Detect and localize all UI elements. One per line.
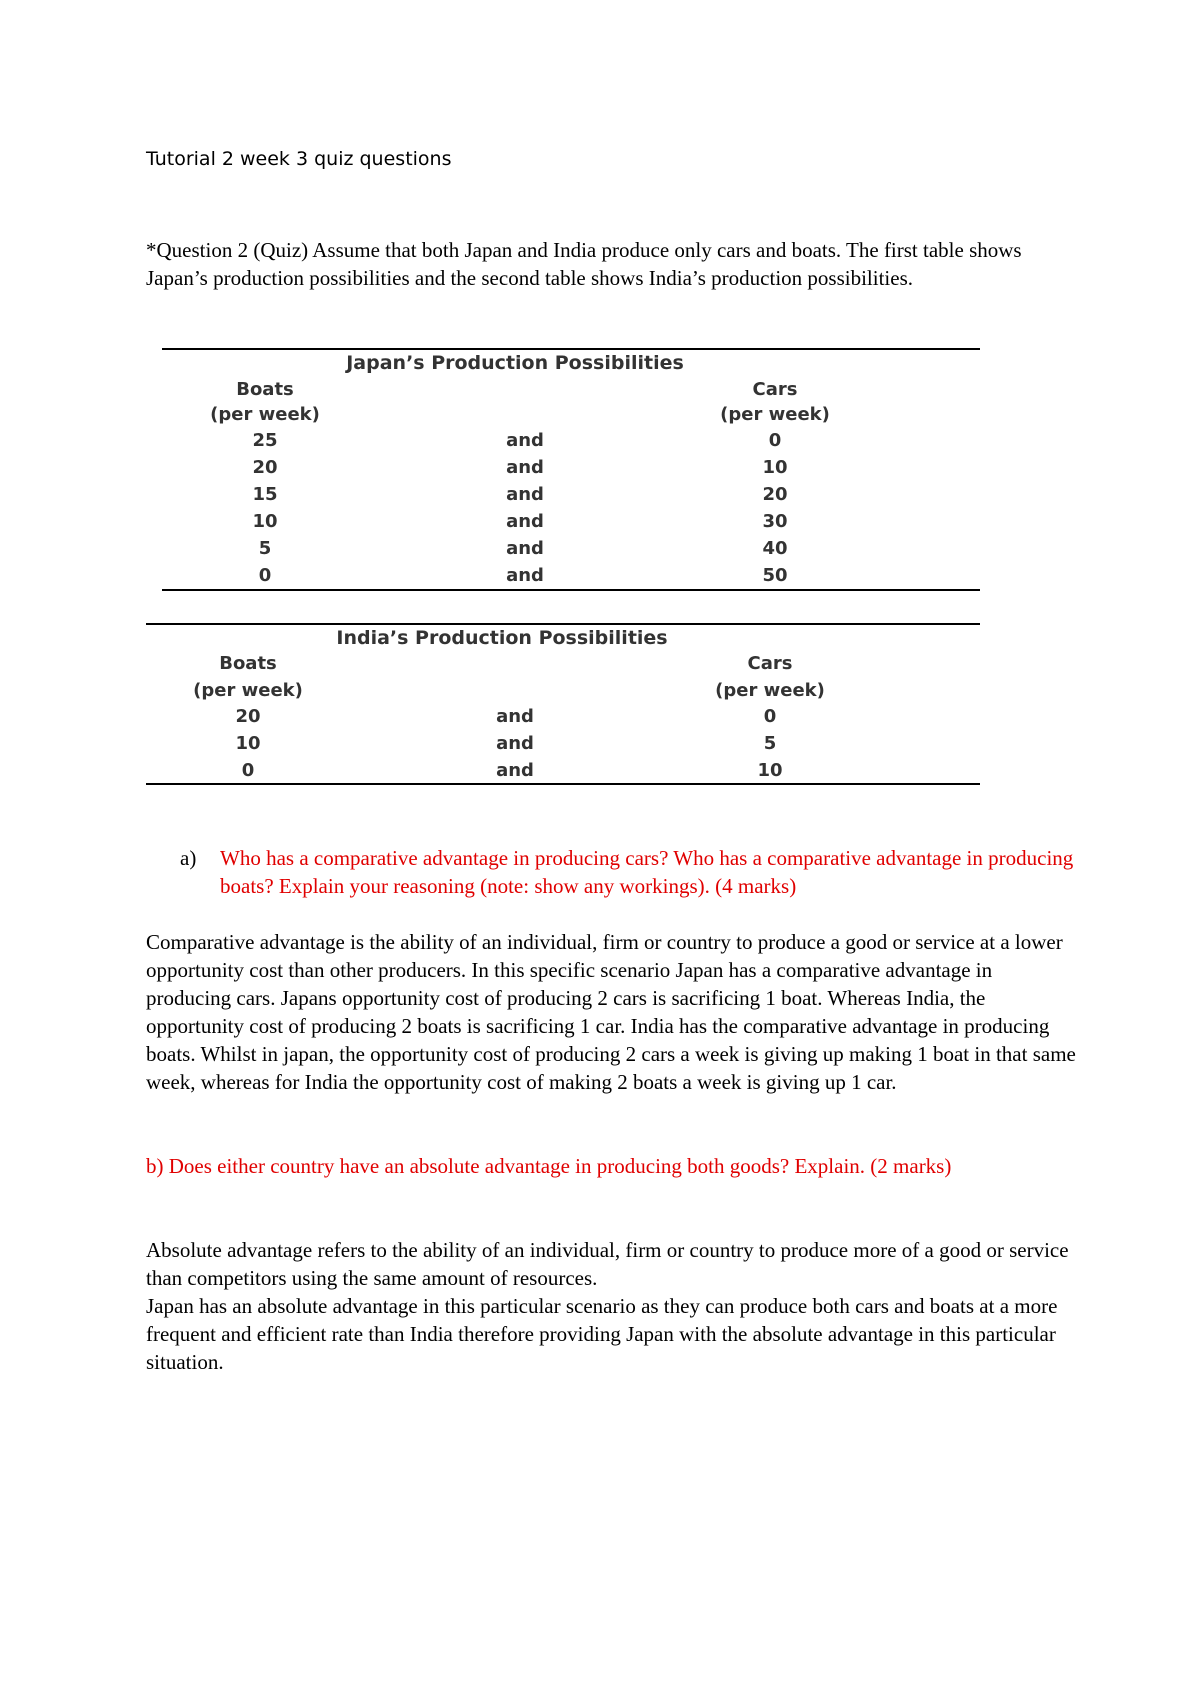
- table-cell: and: [506, 484, 544, 505]
- question-b-text: b) Does either country have an absolute advantage in producing both goods? Explain. (2 marks): [146, 1154, 952, 1178]
- table-top-rule: [146, 623, 980, 625]
- column-subheader-cars: (per week): [720, 404, 830, 425]
- column-header-boats: Boats: [219, 653, 277, 674]
- column-header-cars: Cars: [747, 653, 793, 674]
- table-cell: 25: [252, 430, 278, 451]
- table-title: India’s Production Possibilities: [336, 627, 668, 649]
- table-top-rule: [162, 348, 980, 350]
- table-cell: 20: [762, 484, 788, 505]
- table-cell: 20: [235, 706, 261, 727]
- table-cell: 10: [252, 511, 278, 532]
- question-intro: *Question 2 (Quiz) Assume that both Japan and India produce only cars and boats. The first table shows Japan’s production possibilities and the second table shows India’s production possibilities.: [146, 238, 1022, 290]
- column-subheader-boats: (per week): [210, 404, 320, 425]
- question-a-label: a): [180, 846, 197, 870]
- table-cell: 5: [258, 538, 272, 559]
- column-subheader-boats: (per week): [193, 680, 303, 701]
- table-cell: and: [506, 457, 544, 478]
- table-bottom-rule: [146, 783, 980, 785]
- table-cell: 10: [235, 733, 261, 754]
- table-cell: and: [496, 733, 534, 754]
- table-cell: and: [496, 706, 534, 727]
- column-header-boats: Boats: [236, 379, 294, 400]
- table-cell: 20: [252, 457, 278, 478]
- document-title: Tutorial 2 week 3 quiz questions: [146, 148, 452, 170]
- table-cell: 10: [757, 760, 783, 781]
- table-cell: 30: [762, 511, 788, 532]
- table-cell: 0: [768, 430, 782, 451]
- table-title: Japan’s Production Possibilities: [346, 352, 684, 374]
- table-cell: and: [496, 760, 534, 781]
- answer-b-explanation: Japan has an absolute advantage in this particular scenario as they can produce both cars and boats at a more frequent and efficient rate than India therefore providing Japan with the absolute advantage in this particular situation.: [146, 1294, 1058, 1374]
- table-cell: 15: [252, 484, 278, 505]
- column-header-cars: Cars: [752, 379, 798, 400]
- answer-b-definition: Absolute advantage refers to the ability of an individual, firm or country to produce more of a good or service than competitors using the same amount of resources.: [146, 1238, 1069, 1290]
- table-cell: 5: [763, 733, 777, 754]
- column-subheader-cars: (per week): [715, 680, 825, 701]
- table-cell: 40: [762, 538, 788, 559]
- table-bottom-rule: [162, 589, 980, 591]
- table-cell: and: [506, 430, 544, 451]
- answer-a: Comparative advantage is the ability of an individual, firm or country to produce a good or service at a lower opportunity cost than other producers. In this specific scenario Japan has a comparative advantage in producing cars. Japans opportunity cost of producing 2 cars is sacrificing 1 boat. Whereas India, the opportunity cost of producing 2 boats is sacrificing 1 car. India has the comparative advantage in producing boats. Whilst in japan, the opportunity cost of producing 2 cars a week is giving up making 1 boat in that same week, whereas for India the opportunity cost of making 2 boats a week is giving up 1 car.: [146, 930, 1076, 1094]
- table-cell: 50: [762, 565, 788, 586]
- question-a-text: Who has a comparative advantage in producing cars? Who has a comparative advantage in producing boats? Explain your reasoning (note: show any workings). (4 marks): [220, 846, 1074, 898]
- table-cell: 0: [258, 565, 272, 586]
- table-cell: 10: [762, 457, 788, 478]
- table-cell: and: [506, 511, 544, 532]
- table-cell: and: [506, 538, 544, 559]
- table-cell: 0: [763, 706, 777, 727]
- table-cell: and: [506, 565, 544, 586]
- table-cell: 0: [241, 760, 255, 781]
